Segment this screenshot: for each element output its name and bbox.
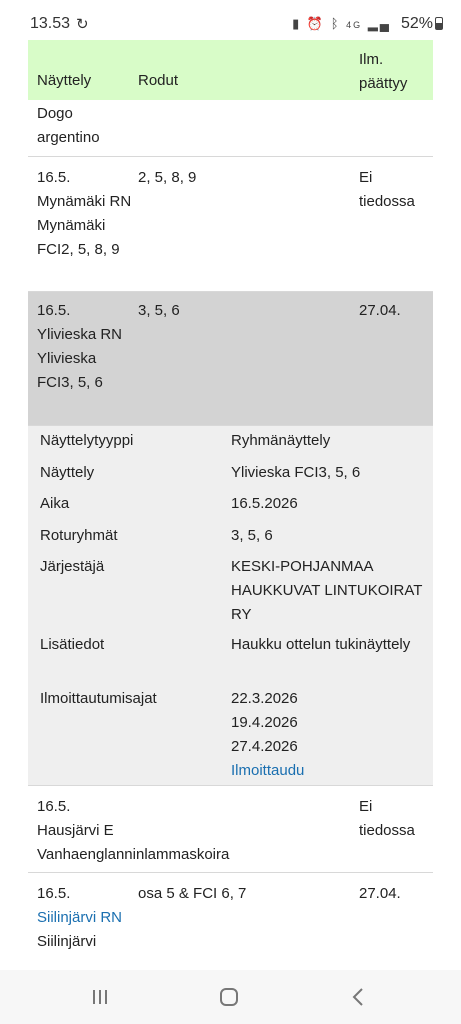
- row-show: 16.5. Mynämäki RN Mynämäki FCI2, 5, 8, 9: [37, 169, 132, 258]
- status-time: 13.53: [30, 15, 71, 32]
- table-header: [28, 40, 433, 100]
- header-show: Näyttely: [37, 72, 92, 89]
- alarm-icon: ⏰: [306, 16, 326, 31]
- row-show: 16.5. Ylivieska RN Ylivieska FCI3, 5, 6: [37, 302, 123, 391]
- header-closed: Ilm. päättyy: [359, 51, 408, 92]
- row-show: 16.5. Hausjärvi E Vanhaenglanninlammaskoira: [37, 798, 230, 863]
- sync-icon: ↻: [76, 16, 89, 33]
- show-link[interactable]: Siilinjärvi RN: [37, 909, 123, 926]
- row-closed: Ei tiedossa: [359, 169, 415, 210]
- row-closed: Ei tiedossa: [359, 798, 415, 839]
- status-icons: [292, 16, 391, 32]
- table-row[interactable]: [28, 157, 433, 292]
- row-closed: 27.04.: [359, 302, 401, 319]
- battery-saver-icon: ▮: [292, 16, 302, 31]
- row-closed: 27.04.: [359, 885, 401, 902]
- table-row[interactable]: [28, 786, 433, 873]
- home-icon[interactable]: [209, 982, 249, 1012]
- registration-date: 22.3.2026: [231, 690, 298, 707]
- recent-apps-icon[interactable]: [80, 982, 120, 1012]
- status-bar: [0, 0, 461, 40]
- row-breeds: 3, 5, 6: [138, 302, 180, 319]
- show-details: Näyttelytyyppi Ryhmänäyttely Näyttely Ylivieska FCI3, 5, 6 Aika 16.5.2026 Roturyhmät 3, 5, 6 Järjestäjä KESKI-POHJANMAA HAUKKUVAT LINTUKOIRAT RY Lisätiedot Haukku ottelun tukinäyttely Ilmoittautumisajat 22.3.2026 19.4.2026 27.4.2026 Ilmoittaudu: [28, 426, 433, 786]
- row-breeds: osa 5 & FCI 6, 7: [138, 885, 247, 902]
- table-row[interactable]: [28, 100, 433, 157]
- back-icon[interactable]: [338, 982, 378, 1012]
- system-nav-bar: [0, 970, 461, 1024]
- row-show: 16.5. Siilinjärvi RN Siilinjärvi: [37, 882, 132, 954]
- signal-icon: ▂▄: [367, 16, 391, 31]
- registration-date: 27.4.2026: [231, 738, 298, 755]
- battery-percent: 52%: [400, 15, 433, 32]
- table-row[interactable]: [28, 873, 433, 970]
- network-4g-icon: 4G: [346, 20, 363, 30]
- show-table: [28, 40, 433, 970]
- header-breeds: Rodut: [138, 72, 179, 89]
- row-show: Dogo argentino: [37, 105, 100, 146]
- table-row-selected[interactable]: [28, 292, 433, 426]
- registration-date: 19.4.2026: [231, 714, 298, 731]
- page-content[interactable]: [0, 40, 461, 970]
- battery-icon: [435, 17, 443, 30]
- row-breeds: 2, 5, 8, 9: [138, 169, 197, 186]
- bluetooth-icon: ᛒ: [330, 16, 341, 31]
- register-link[interactable]: Ilmoittaudu: [231, 762, 305, 779]
